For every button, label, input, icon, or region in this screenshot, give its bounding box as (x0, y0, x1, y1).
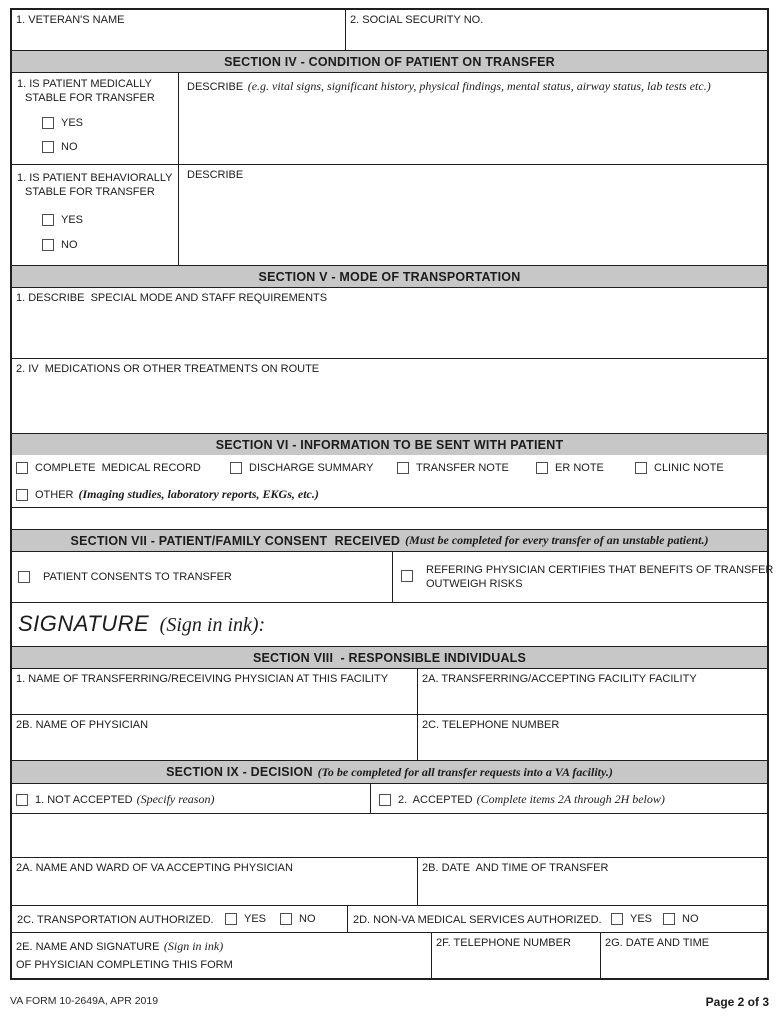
behavioral-stability-question (12, 165, 178, 265)
behavioral-stability-row (12, 164, 767, 265)
section4-header (12, 50, 767, 72)
nonva-yes-option (611, 913, 652, 925)
nonva-no-option (663, 913, 699, 925)
medical-stability-label-line1: 1. IS PATIENT MEDICALLY (17, 78, 152, 90)
page-number: Page 2 of 3 (705, 995, 769, 1009)
ssn-label: 2. SOCIAL SECURITY NO. (350, 14, 484, 26)
records-options-cell (12, 455, 767, 482)
completing-telephone-label: 2F. TELEPHONE NUMBER (436, 937, 571, 949)
transfer-datetime-label: 2B. DATE AND TIME OF TRANSFER (422, 862, 609, 874)
iv-medications-label: 2. IV MEDICATIONS OR OTHER TREATMENTS ON ROUTE (16, 363, 320, 375)
completing-physician-note: (Sign in ink) (163, 939, 224, 953)
form-number: VA FORM 10-2649A, APR 2019 (10, 995, 159, 1007)
not-accepted-note: (Specify reason) (136, 792, 215, 806)
transportation-yes-label: YES (244, 913, 267, 925)
section8-row1 (12, 668, 767, 714)
not-accepted-label: 1. NOT ACCEPTED (35, 793, 133, 806)
behavioral-stability-label-line1: 1. IS PATIENT BEHAVIORALLY (17, 172, 173, 184)
other-records-checkbox[interactable] (16, 489, 28, 501)
transfer-datetime-field[interactable] (417, 858, 767, 905)
section9-row2efg (12, 932, 767, 978)
nonva-yes-label: YES (630, 913, 653, 925)
clinic-note-checkbox[interactable] (635, 462, 647, 474)
transportation-yes-option (225, 913, 266, 925)
medical-stable-no-label: NO (61, 141, 78, 153)
other-records-label: OTHER (35, 488, 74, 501)
ssn-field[interactable] (345, 10, 767, 50)
section9-title-note: (To be completed for all transfer requests into a VA facility.) (317, 764, 613, 779)
page-footer (10, 995, 769, 1009)
section7-title: SECTION VII - PATIENT/FAMILY CONSENT RECEIVED (70, 533, 401, 548)
completing-physician-label-2: OF PHYSICIAN COMPLETING THIS FORM (16, 959, 233, 971)
telephone-number-label: 2C. TELEPHONE NUMBER (422, 719, 560, 731)
clinic-note-label: CLINIC NOTE (654, 462, 724, 474)
transfer-note-option (397, 462, 509, 474)
accepted-note: (Complete items 2A through 2H below) (476, 792, 665, 806)
special-mode-label: 1. DESCRIBE SPECIAL MODE AND STAFF REQUIREMENTS (16, 292, 328, 304)
veteran-name-field[interactable] (12, 10, 345, 50)
completing-telephone-field[interactable] (431, 933, 600, 978)
signature-caption (18, 611, 265, 637)
er-note-checkbox[interactable] (536, 462, 548, 474)
consent-row (12, 551, 774, 602)
other-records-cell (12, 482, 767, 507)
not-accepted-checkbox[interactable] (16, 794, 28, 806)
completing-datetime-label: 2G. DATE AND TIME (605, 937, 710, 949)
section9-row2cd (12, 905, 767, 932)
decision-reason-cell (12, 814, 767, 857)
section5-header (12, 265, 767, 287)
behavioral-stable-no-checkbox[interactable] (42, 239, 54, 251)
completing-physician-caption (12, 933, 431, 973)
decision-reason-write-area[interactable] (12, 813, 767, 857)
section7-header (12, 529, 767, 551)
behavioral-stable-no-option (42, 239, 78, 251)
complete-medical-record-option (16, 462, 201, 474)
signature-note: (Sign in ink): (159, 614, 266, 636)
section5-title: SECTION V - MODE OF TRANSPORTATION (258, 269, 521, 284)
clinic-note-option (635, 462, 724, 474)
physician-certifies-cell (392, 552, 774, 602)
decision-row (12, 783, 767, 813)
accepting-physician-field[interactable] (12, 858, 417, 905)
signature-label: SIGNATURE (18, 611, 150, 636)
discharge-summary-option (230, 462, 373, 474)
transferring-physician-field[interactable] (12, 669, 417, 714)
completing-datetime-field[interactable] (600, 933, 767, 978)
nonva-no-checkbox[interactable] (663, 913, 675, 925)
complete-medical-record-checkbox[interactable] (16, 462, 28, 474)
medical-stable-yes-label: YES (61, 117, 84, 129)
accepting-facility-label: 2A. TRANSFERRING/ACCEPTING FACILITY FACILITY (422, 673, 697, 685)
section8-header (12, 646, 767, 668)
behavioral-stable-yes-label: YES (61, 214, 84, 226)
completing-physician-label-1: 2E. NAME AND SIGNATURE (16, 941, 160, 953)
veteran-name-label: 1. VETERAN'S NAME (16, 14, 125, 26)
transferring-physician-label: 1. NAME OF TRANSFERRING/RECEIVING PHYSICIAN AT THIS FACILITY (16, 673, 389, 685)
medical-describe-field[interactable] (178, 73, 767, 164)
completing-physician-field[interactable] (12, 933, 431, 978)
medical-stable-no-option (42, 141, 78, 153)
accepting-physician-label: 2A. NAME AND WARD OF VA ACCEPTING PHYSICIAN (16, 862, 293, 874)
discharge-summary-label: DISCHARGE SUMMARY (249, 462, 374, 474)
medical-stable-yes-option (42, 117, 83, 129)
discharge-summary-checkbox[interactable] (230, 462, 242, 474)
accepted-label: 2. ACCEPTED (398, 793, 473, 806)
other-records-write-cell (12, 508, 767, 529)
special-mode-cell (12, 288, 767, 358)
telephone-number-field[interactable] (417, 715, 767, 760)
special-mode-field[interactable] (12, 287, 767, 358)
medical-stability-question (12, 73, 178, 164)
patient-consent-option (18, 571, 232, 583)
nonva-yes-checkbox[interactable] (611, 913, 623, 925)
section9-row2ab (12, 857, 767, 905)
medical-stable-no-checkbox[interactable] (42, 141, 54, 153)
behavioral-stable-no-label: NO (61, 239, 78, 251)
behavioral-stable-yes-option (42, 214, 83, 226)
section8-title: SECTION VIII - RESPONSIBLE INDIVIDUALS (252, 650, 527, 665)
section4-title: SECTION IV - CONDITION OF PATIENT ON TRANSFER (224, 54, 555, 69)
medical-stability-row (12, 72, 767, 164)
transfer-note-checkbox[interactable] (397, 462, 409, 474)
nonva-services-cell (347, 906, 767, 932)
medical-describe-caption (179, 73, 767, 95)
section6-header (12, 433, 767, 455)
transfer-note-label: TRANSFER NOTE (416, 462, 509, 474)
physician-certifies-label-line2: OUTWEIGH RISKS (426, 578, 523, 590)
accepted-cell (370, 784, 767, 813)
medical-describe-note: (e.g. vital signs, significant history, physical findings, mental status, airway status, lab tests etc.) (247, 79, 711, 93)
behavioral-stability-label-line2: STABLE FOR TRANSFER (25, 186, 155, 198)
accepted-checkbox[interactable] (379, 794, 391, 806)
transportation-authorized-cell (12, 906, 347, 932)
not-accepted-option (16, 792, 214, 807)
section7-title-note: (Must be completed for every transfer of an unstable patient.) (405, 533, 709, 547)
not-accepted-cell (12, 784, 370, 813)
patient-consent-cell (12, 552, 392, 602)
other-records-row (12, 482, 767, 507)
medical-stability-label-line2: STABLE FOR TRANSFER (25, 92, 155, 104)
section6-title: SECTION VI - INFORMATION TO BE SENT WITH PATIENT (215, 437, 564, 452)
er-note-label: ER NOTE (555, 462, 604, 474)
patient-consent-label: PATIENT CONSENTS TO TRANSFER (43, 571, 232, 583)
accepted-option (379, 792, 665, 807)
accepting-facility-field[interactable] (417, 669, 767, 714)
medical-stable-yes-checkbox[interactable] (42, 117, 54, 129)
other-records-note: (Imaging studies, laboratory reports, EKGs, etc.) (78, 487, 319, 501)
identity-row (12, 10, 767, 50)
other-records-write-area[interactable] (12, 507, 767, 529)
nonva-no-label: NO (682, 913, 699, 925)
physician-certifies-checkbox[interactable] (401, 570, 413, 582)
patient-consent-checkbox[interactable] (18, 571, 30, 583)
section8-row2 (12, 714, 767, 760)
transportation-no-checkbox[interactable] (280, 913, 292, 925)
nonva-services-label: 2D. NON-VA MEDICAL SERVICES AUTHORIZED. (353, 914, 602, 926)
physician-name-label: 2B. NAME OF PHYSICIAN (16, 719, 149, 731)
transportation-authorized-label: 2C. TRANSPORTATION AUTHORIZED. (17, 914, 214, 926)
transportation-no-label: NO (299, 913, 316, 925)
other-records-option (16, 487, 319, 502)
physician-name-field[interactable] (12, 715, 417, 760)
signature-field[interactable] (12, 602, 767, 646)
iv-medications-field[interactable] (12, 358, 767, 433)
transportation-no-option (280, 913, 316, 925)
records-options-row (12, 455, 767, 482)
iv-medications-cell (12, 359, 767, 433)
section9-title: SECTION IX - DECISION (166, 765, 313, 779)
physician-certifies-label-line1: REFERING PHYSICIAN CERTIFIES THAT BENEFITS OF TRANSFER (426, 564, 774, 576)
section9-header (12, 760, 767, 783)
er-note-option (536, 462, 604, 474)
behavioral-stable-yes-checkbox[interactable] (42, 214, 54, 226)
signature-cell (12, 603, 767, 646)
complete-medical-record-label: COMPLETE MEDICAL RECORD (35, 462, 201, 474)
behavioral-describe-field[interactable] (178, 165, 767, 265)
transfer-form (10, 8, 774, 980)
medical-describe-label: DESCRIBE (187, 81, 244, 93)
behavioral-describe-label: DESCRIBE (187, 169, 244, 181)
transportation-yes-checkbox[interactable] (225, 913, 237, 925)
